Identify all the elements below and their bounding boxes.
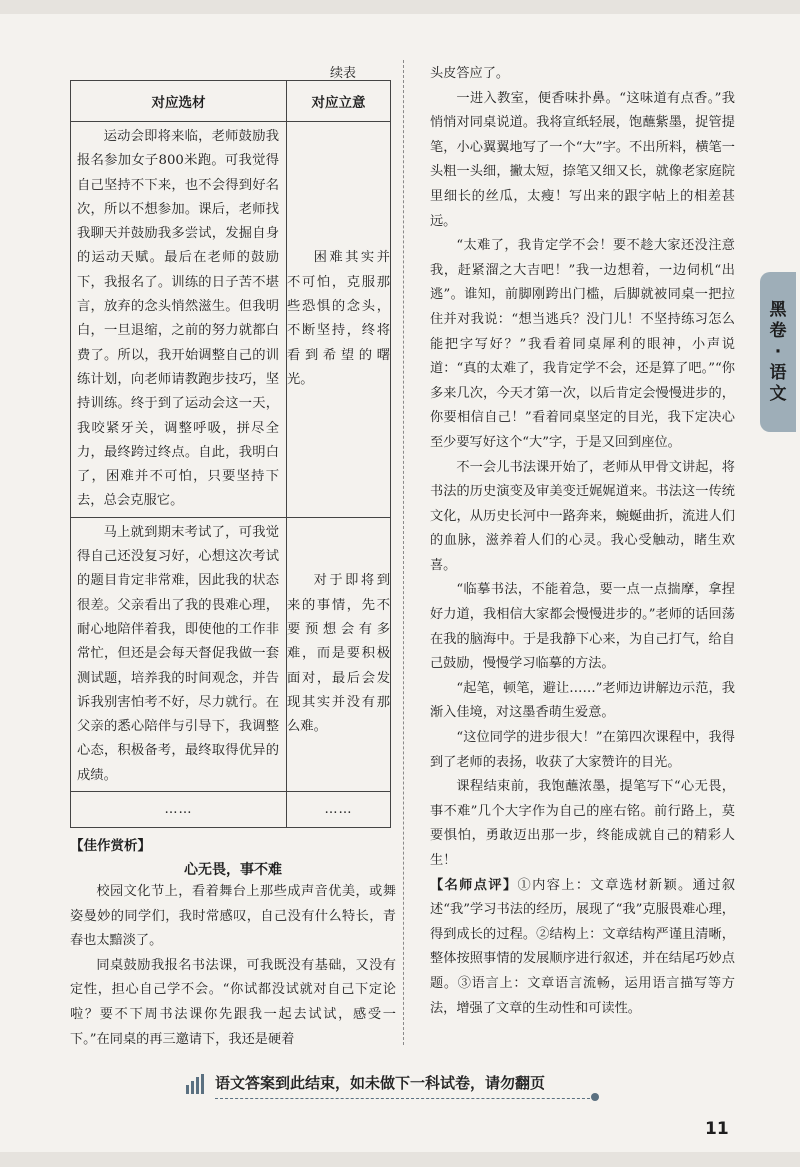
essay-paragraph: “临摹书法，不能着急，要一点一点揣摩，拿捏好力道，我相信大家都会慢慢进步的。”老师的话回荡在我的脑海中。于是我静下心来，为自己打气，给自己鼓励，慢慢学习临摹的方法。 (430, 582, 735, 672)
side-tab-char: 文 (769, 383, 787, 404)
material-text: 运动会即将来临，老师鼓励我报名参加女子800米跑。可我觉得自己坚持不下来，也不会得到好名次，所以不想参加。课后，老师找我聊天并鼓励我多尝试，发掘自身的运动天赋。最后在老师的鼓励下，我报名了。训练的日子苦不堪言，放弃的念头悄然滋生。但我明白，一旦退缩，之前的努力就都白费了。所以，我开始调整自己的训练计划，向老师请教跑步技巧，坚持训练。终于到了运动会这一天，我咬紧牙关，调整呼吸，拼尽全力，最终跨过终点。自此，我明白了，困难并不可怕，只要坚持下去，总会克服它。 (77, 129, 279, 509)
side-tab-char: · (774, 341, 782, 362)
essay-paragraph: “太难了，我肯定学不会！要不趁大家还没注意我，赶紧溜之大吉吧！”我一边想着，一边伺机“出逃”。谁知，前脚刚跨出门槛，后脚就被同桌一把拉住并对我说：“想当逃兵？没门儿！不坚持练习怎么能把字写好？”我看着同桌犀利的眼神，小声说道：“真的太难了，我肯定学不会，还是算了吧。”“你多来几次，今天才第一次，以后肯定会慢慢进步的，你要相信自己！”看着同桌坚定的目光，我下定决心至少要写好这个“大”字，于是又回到座位。 (430, 238, 735, 450)
teacher-comment-text: ①内容上：文章选材新颖。通过叙述“我”学习书法的经历，展现了“我”克服畏难心理，得到成长的过程。②结构上：文章结构严谨且清晰，整体按照事情的发展顺序进行叙述，并在结尾巧妙点题。③语言上：文章语言流畅，运用语言描写等方法，增强了文章的生动性和可读性。 (430, 877, 736, 1016)
theme-cell: 对于即将到来的事情，先不要预想会有多难，而是要积极面对，最后会发现其实并没有那么难。 (287, 517, 391, 791)
essay-paragraph: 不一会儿书法课开始了，老师从甲骨文讲起，将书法的历史演变及审美变迁娓娓道来。书法这一传统文化，从历史长河中一路奔来，蜿蜒曲折，流进人们的血脉，滋养着人们的心灵。我心受触动，睹生欢喜。 (430, 459, 735, 573)
page-number: 11 (705, 1119, 729, 1139)
essay-right-column (430, 62, 735, 1021)
side-tab-char: 黑 (769, 299, 787, 320)
side-tab-char: 卷 (769, 320, 787, 341)
table-row (71, 122, 391, 518)
material-cell (71, 517, 287, 791)
material-theme-table (70, 80, 391, 828)
teacher-comment-label: 【名师点评】 (430, 877, 518, 893)
essay-paragraph: 校园文化节上，看着舞台上那些成声音优美，或舞姿曼妙的同学们，我时常感叹，自己没有什么特长，青春也太黯淡了。 (70, 884, 396, 949)
essay-paragraph: “这位同学的进步很大！”在第四次课程中，我得到了老师的表扬，收获了大家赞许的目光。 (430, 730, 735, 770)
footer-notice-text: 语文答案到此结束，如未做下一科试卷，请勿翻页 (215, 1074, 546, 1092)
material-text: 马上就到期末考试了，可我觉得自己还没复习好，心想这次考试的题目肯定非常难，因此我的状态很差。父亲看出了我的畏难心理，耐心地陪伴着我，即使他的工作非常忙，但还是会每天督促我做一套测试题，培养我的时间观念，并告诉我别害怕考不好，尽力就行。在父亲的悉心陪伴与引导下，我调整心态，积极备考，最终取得优异的成绩。 (77, 524, 279, 783)
column-divider (403, 60, 404, 1045)
essay-left-column (70, 880, 396, 1052)
notice-dashed-line (215, 1098, 595, 1099)
footer-notice (185, 1069, 605, 1105)
appreciation-label: 【佳作赏析】 (70, 838, 151, 854)
page-edge-top (0, 0, 800, 14)
essay-paragraph: 课程结束前，我饱蘸浓墨，提笔写下“心无畏，事不难”几个大字作为自己的座右铭。前行路上，莫要惧怕，勇敢迈出那一步，终能成就自己的精彩人生！ (430, 779, 735, 868)
essay-paragraph: “起笔，顿笔，避让……”老师边讲解边示范，我渐入佳境，对这墨香萌生爱意。 (430, 680, 735, 721)
page-edge-bottom (0, 1152, 800, 1167)
header-theme: 对应立意 (287, 81, 391, 122)
table-header-row (71, 81, 391, 122)
teacher-comment (430, 874, 735, 1022)
subject-side-tab (760, 272, 796, 432)
material-ellipsis: …… (71, 792, 287, 828)
header-material: 对应选材 (71, 81, 287, 122)
material-cell (71, 122, 287, 518)
bar-chart-icon (185, 1073, 207, 1095)
table-row (71, 517, 391, 791)
essay-continuation: 头皮答应了。 (430, 66, 510, 81)
continued-label: 续表 (330, 66, 357, 81)
essay-title: 心无畏，事不难 (184, 862, 282, 878)
essay-paragraph: 一进入教室，便香味扑鼻。“这味道有点香。”我悄悄对同桌说道。我将宣纸轻展，饱蘸紫墨，捉管提笔，小心翼翼地写了一个“大”字。不出所料，横笔一头粗一头细，撇太短，捺笔又细又长，就像老家庭院里细长的丝瓜，太瘦！写出来的跟字帖上的相差甚远。 (430, 90, 735, 229)
theme-cell: 困难其实并不可怕，克服那些恐惧的念头，不断坚持，终将看到希望的曙光。 (287, 122, 391, 518)
essay-paragraph: 同桌鼓励我报名书法课，可我既没有基础，又没有定性，担心自己学不会。“你试都没试就对自己下定论啦？要不下周书法课你先跟我一起去试试，感受一下。”在同桌的再三邀请下，我还是硬着 (70, 957, 396, 1047)
notice-dot (591, 1093, 599, 1101)
theme-ellipsis: …… (287, 792, 391, 828)
side-tab-char: 语 (769, 362, 787, 383)
table-row (71, 792, 391, 828)
